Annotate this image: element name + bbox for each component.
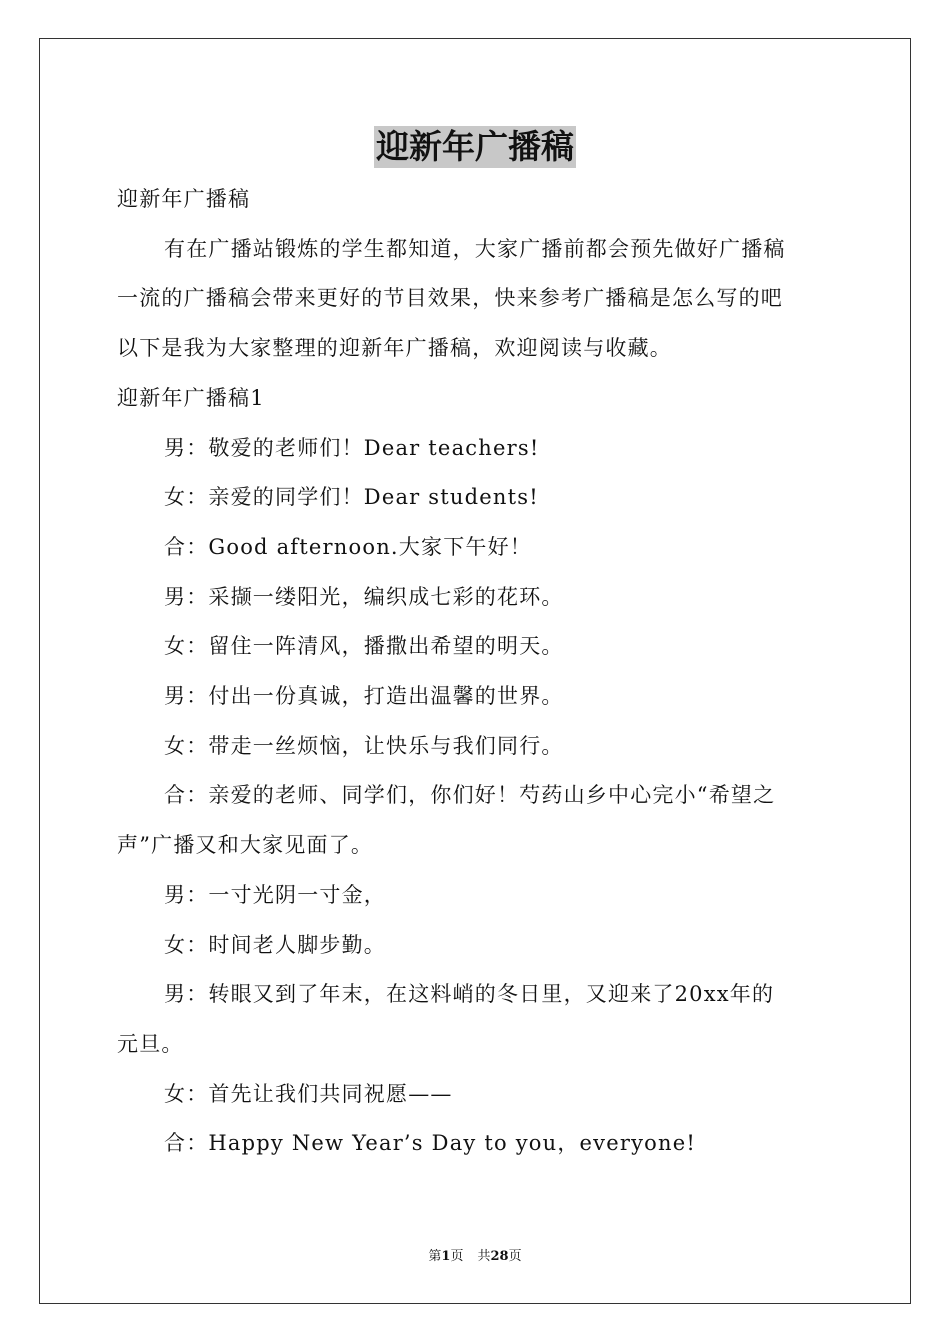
page-total: 28 — [490, 1249, 509, 1264]
title-container — [0, 126, 950, 168]
page-footer — [0, 1248, 950, 1266]
paragraph-line: 一流的广播稿会带来更好的节目效果，快来参考广播稿是怎么写的吧 — [117, 286, 783, 311]
dialogue-line: 合：Good afternoon.大家下午好！ — [164, 534, 532, 559]
page-prefix: 第 — [428, 1249, 442, 1264]
total-suffix: 页 — [508, 1249, 522, 1264]
dialogue-line: 合：Happy New Year’s Day to you，everyone! — [164, 1131, 697, 1156]
section-heading: 迎新年广播稿1 — [117, 385, 265, 410]
document-title: 迎新年广播稿 — [376, 127, 574, 166]
dialogue-line: 男：转眼又到了年末，在这料峭的冬日里，又迎来了20xx年的 — [164, 982, 775, 1007]
dialogue-line: 男：付出一份真诚，打造出温馨的世界。 — [164, 684, 564, 709]
dialogue-line: 女：时间老人脚步勤。 — [164, 932, 386, 957]
dialogue-line: 女：首先让我们共同祝愿—— — [164, 1081, 453, 1106]
dialogue-line: 男：一寸光阴一寸金， — [164, 882, 386, 907]
body-heading: 迎新年广播稿 — [117, 187, 251, 211]
total-prefix: 共 — [477, 1249, 491, 1264]
dialogue-line: 男：采撷一缕阳光，编织成七彩的花环。 — [164, 584, 564, 609]
dialogue-line: 女：亲爱的同学们！Dear students! — [164, 485, 539, 510]
dialogue-line: 女：留住一阵清风，播撒出希望的明天。 — [164, 634, 564, 659]
dialogue-line-continued: 元旦。 — [117, 1031, 184, 1056]
paragraph-line: 以下是我为大家整理的迎新年广播稿，欢迎阅读与收藏。 — [117, 336, 672, 361]
document-body — [117, 175, 835, 1169]
page-current: 1 — [441, 1249, 451, 1264]
dialogue-line: 男：敬爱的老师们！Dear teachers! — [164, 435, 540, 460]
dialogue-line: 合：亲爱的老师、同学们，你们好！芍药山乡中心完小“希望之 — [164, 783, 776, 808]
page-suffix: 页 — [450, 1249, 464, 1264]
paragraph-line: 有在广播站锻炼的学生都知道，大家广播前都会预先做好广播稿 — [164, 236, 786, 261]
dialogue-line-continued: 声”广播又和大家见面了。 — [117, 833, 374, 858]
dialogue-line: 女：带走一丝烦恼，让快乐与我们同行。 — [164, 733, 564, 758]
